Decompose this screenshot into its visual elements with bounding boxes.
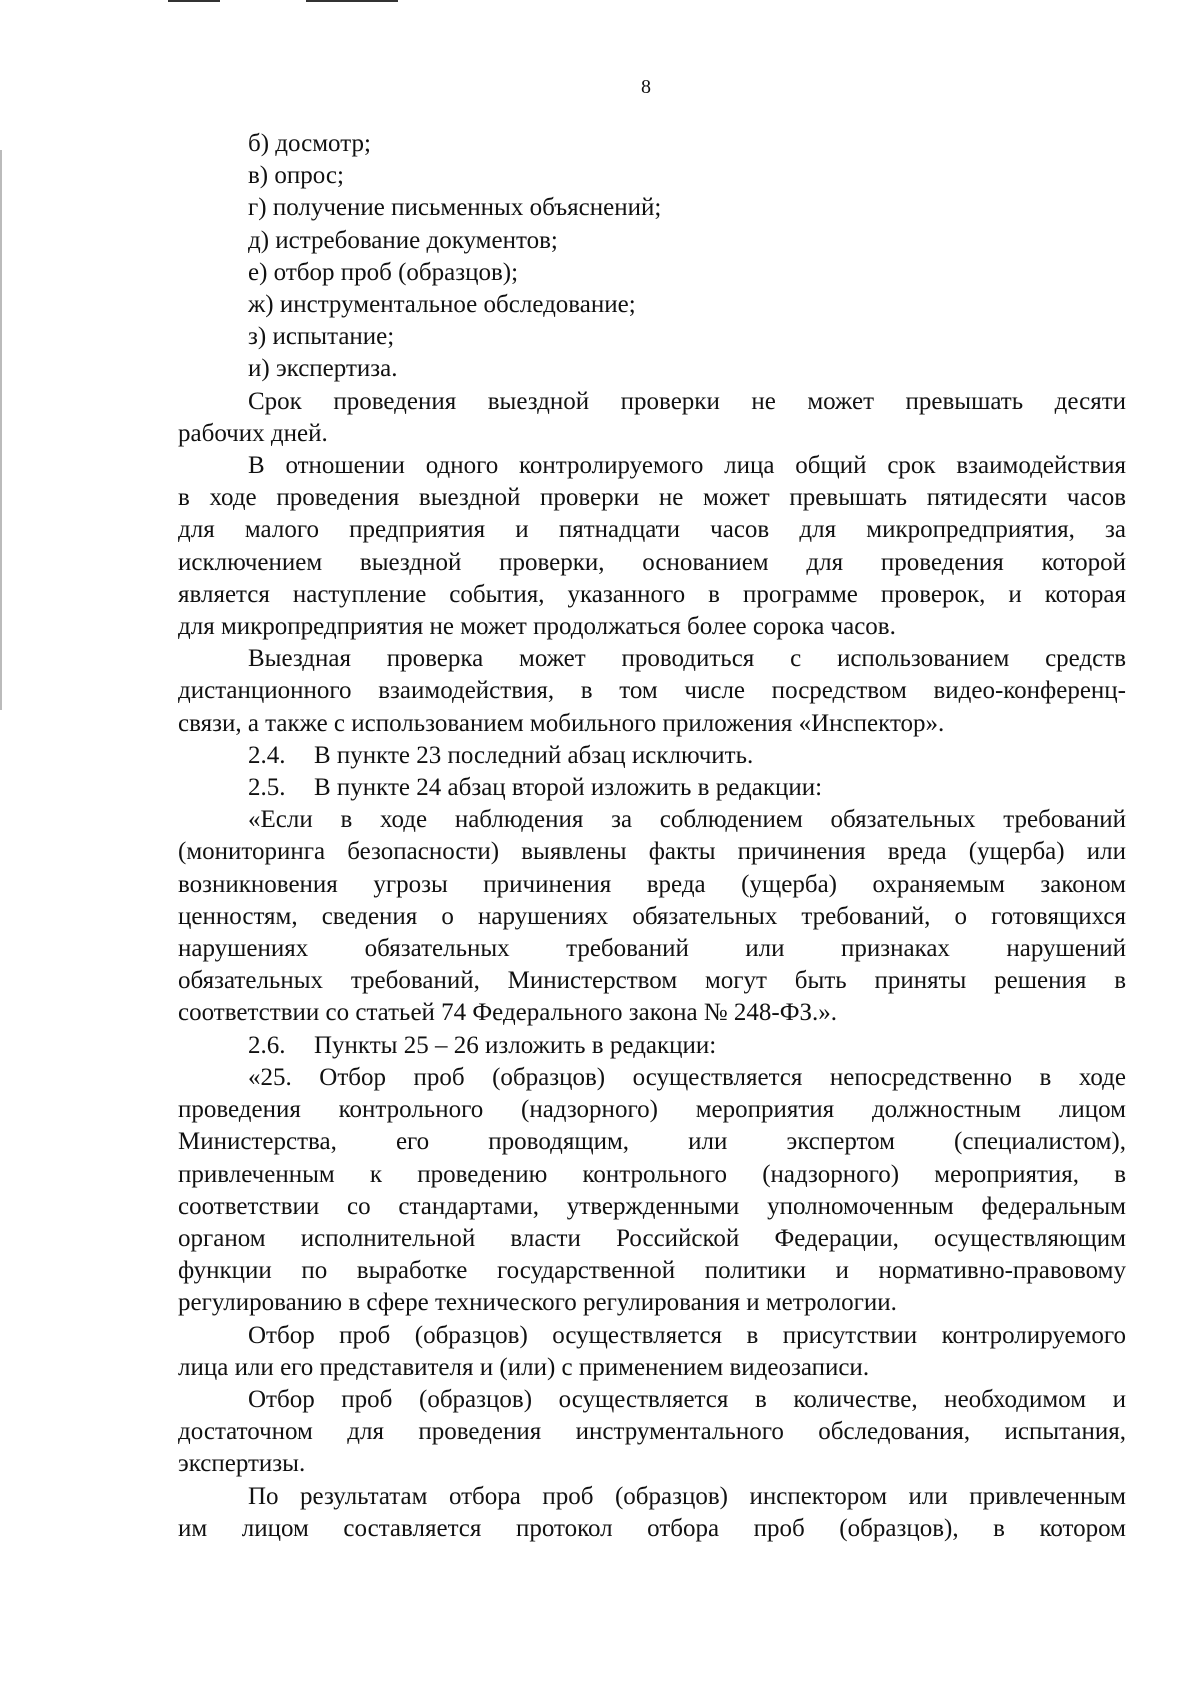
list-item: д) истребование документов; (248, 226, 558, 254)
paragraph-inspection-term (178, 386, 1126, 450)
page-number: 8 (641, 76, 651, 98)
scan-artifact (306, 0, 398, 2)
paragraph-line: дистанционного взаимодействия, в том числе посредством видео-конференц- (178, 677, 1126, 705)
paragraph-line: регулированию в сфере технического регулирования и метрологии. (178, 1289, 897, 1317)
clause-number: 2.5. (248, 774, 286, 802)
paragraph-line: соответствии со статьей 74 Федерального закона № 248-ФЗ.». (178, 999, 837, 1027)
paragraph-interaction-term (178, 450, 1126, 643)
list-item: б) досмотр; (248, 130, 371, 157)
clause-2-4 (178, 740, 1126, 772)
list-item: в) опрос; (248, 162, 344, 190)
paragraph-line: для микропредприятия не может продолжаться более сорока часов. (178, 613, 896, 641)
paragraph-line: обязательных требований, Министерством могут быть приняты решения в (178, 967, 1126, 995)
paragraph-line: Отбор проб (образцов) осуществляется в присутствии контролируемого (248, 1321, 1126, 1349)
clause-text: В пункте 23 последний абзац исключить. (314, 741, 754, 769)
list-item: з) испытание; (248, 323, 395, 351)
paragraph-line: экспертизы. (178, 1450, 306, 1478)
paragraph-line: им лицом составляется протокол отбора проб (образцов), в котором (178, 1514, 1126, 1542)
paragraph-line: исключением выездной проверки, основанием для проведения которой (178, 548, 1126, 576)
paragraph-line: Министерства, его проводящим, или экспертом (специалистом), (178, 1128, 1126, 1156)
list-item: и) экспертиза. (248, 355, 398, 383)
list-item: ж) инструментальное обследование; (248, 291, 636, 319)
paragraph-line: рабочих дней. (178, 419, 328, 447)
paragraph-line: ценностям, сведения о нарушениях обязательных требований, о готовящихся (178, 902, 1126, 930)
clause-number: 2.4. (248, 741, 286, 769)
scan-edge-shadow (0, 150, 2, 710)
paragraph-sampling-quantity (178, 1384, 1126, 1481)
inspection-actions-list (178, 128, 1126, 386)
paragraph-line: По результатам отбора проб (образцов) инспектором или привлеченным (248, 1482, 1126, 1510)
paragraph-line: В отношении одного контролируемого лица общий срок взаимодействия (248, 452, 1126, 480)
paragraph-line: достаточном для проведения инструментального обследования, испытания, (178, 1418, 1126, 1446)
paragraph-sampling (178, 1062, 1126, 1320)
list-item: е) отбор проб (образцов); (248, 258, 519, 286)
paragraph-line: в ходе проведения выездной проверки не может превышать пятидесяти часов (178, 484, 1126, 512)
paragraph-line: органом исполнительной власти Российской Федерации, осуществляющим (178, 1224, 1126, 1252)
paragraph-line: для малого предприятия и пятнадцати часов для микропредприятия, за (178, 516, 1126, 544)
paragraph-line: привлеченным к проведению контрольного (надзорного) мероприятия, в (178, 1160, 1126, 1188)
paragraph-line: является наступление события, указанного в программе проверок, и которая (178, 580, 1126, 608)
scan-artifact (168, 0, 220, 2)
paragraph-line: «Если в ходе наблюдения за соблюдением обязательных требований (248, 806, 1126, 834)
paragraph-line: Срок проведения выездной проверки не может превышать десяти (248, 387, 1126, 415)
clause-2-5 (178, 772, 1126, 804)
paragraph-line: функции по выработке государственной политики и нормативно-правовому (178, 1257, 1126, 1285)
paragraph-line: нарушениях обязательных требований или признаках нарушений (178, 935, 1126, 963)
paragraph-sampling-presence (178, 1320, 1126, 1384)
paragraph-line: лица или его представителя и (или) с применением видеозаписи. (178, 1353, 870, 1381)
paragraph-line: (мониторинга безопасности) выявлены факты причинения вреда (ущерба) или (178, 838, 1126, 866)
clause-2-6 (178, 1030, 1126, 1062)
list-item: г) получение письменных объяснений; (248, 194, 662, 222)
paragraph-line: связи, а также с использованием мобильного приложения «Инспектор». (178, 709, 945, 737)
paragraph-line: Отбор проб (образцов) осуществляется в количестве, необходимом и (248, 1385, 1126, 1413)
paragraph-line: Выездная проверка может проводиться с использованием средств (248, 645, 1126, 673)
paragraph-line: «25. Отбор проб (образцов) осуществляется непосредственно в ходе (248, 1063, 1126, 1091)
paragraph-line: проведения контрольного (надзорного) мероприятия должностным лицом (178, 1096, 1126, 1124)
clause-text: В пункте 24 абзац второй изложить в редакции: (314, 774, 823, 802)
paragraph-sampling-protocol (178, 1481, 1126, 1545)
paragraph-line: соответствии со стандартами, утвержденными уполномоченным федеральным (178, 1192, 1126, 1220)
clause-text: Пункты 25 – 26 изложить в редакции: (314, 1031, 717, 1059)
paragraph-monitoring-quote (178, 804, 1126, 1029)
paragraph-remote-inspection (178, 643, 1126, 740)
document-body (178, 128, 1126, 1545)
paragraph-line: возникновения угрозы причинения вреда (ущерба) охраняемым законом (178, 870, 1126, 898)
clause-number: 2.6. (248, 1031, 286, 1059)
